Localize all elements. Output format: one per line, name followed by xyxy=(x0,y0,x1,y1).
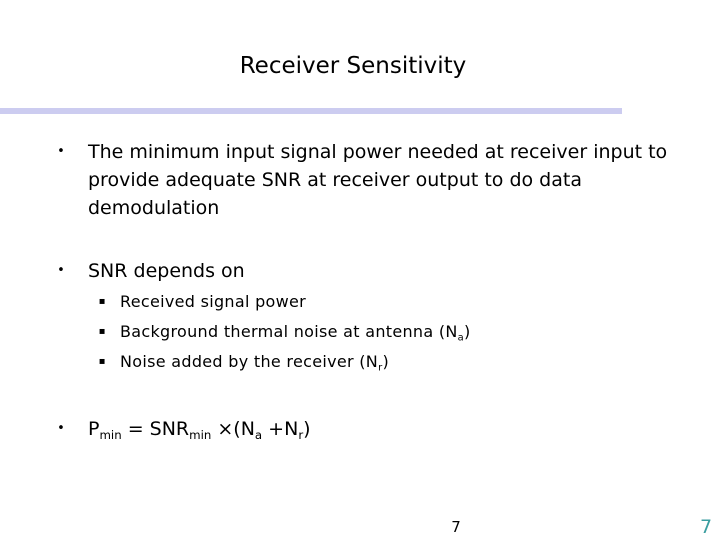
sub-bullet-label: Background thermal noise at antenna (N xyxy=(120,322,458,341)
subscript: a xyxy=(254,428,263,443)
sensitivity-formula xyxy=(88,415,708,443)
sub-bullet-text xyxy=(120,289,680,315)
formula-part: = SNR xyxy=(121,418,190,440)
subscript: a xyxy=(457,332,465,344)
page-number-corner: 7 xyxy=(699,516,713,538)
sub-bullet-marker: ▪ xyxy=(98,296,106,307)
formula-part: P xyxy=(88,418,100,440)
subscript: r xyxy=(298,428,304,443)
formula-part: ) xyxy=(303,418,311,440)
sub-bullet-label: Noise added by the receiver (N xyxy=(120,352,379,371)
bullet-marker: • xyxy=(57,263,65,278)
page-number: 7 xyxy=(451,518,461,536)
formula-part: +N xyxy=(262,418,299,440)
subscript: min xyxy=(99,428,122,443)
bullet-text: The minimum input signal power needed at receiver input to provide adequate SNR at receiver output to do data demodulation xyxy=(88,141,668,219)
title-divider xyxy=(0,108,622,114)
sub-bullet-marker: ▪ xyxy=(98,326,106,337)
sub-bullet-text xyxy=(120,319,680,345)
sub-bullet-suffix: ) xyxy=(464,322,471,341)
sub-bullet-marker: ▪ xyxy=(98,356,106,367)
subscript: min xyxy=(189,428,212,443)
formula-part: ×(N xyxy=(211,418,255,440)
subscript: r xyxy=(378,362,383,374)
sub-bullet-label: Received signal power xyxy=(120,292,307,311)
bullet-marker: • xyxy=(57,421,65,436)
slide-title: Receiver Sensitivity xyxy=(239,53,467,79)
bullet-marker: • xyxy=(57,144,65,159)
sub-bullet-text xyxy=(120,349,680,375)
bullet-text: SNR depends on xyxy=(88,260,245,282)
sub-bullet-suffix: ) xyxy=(382,352,389,371)
